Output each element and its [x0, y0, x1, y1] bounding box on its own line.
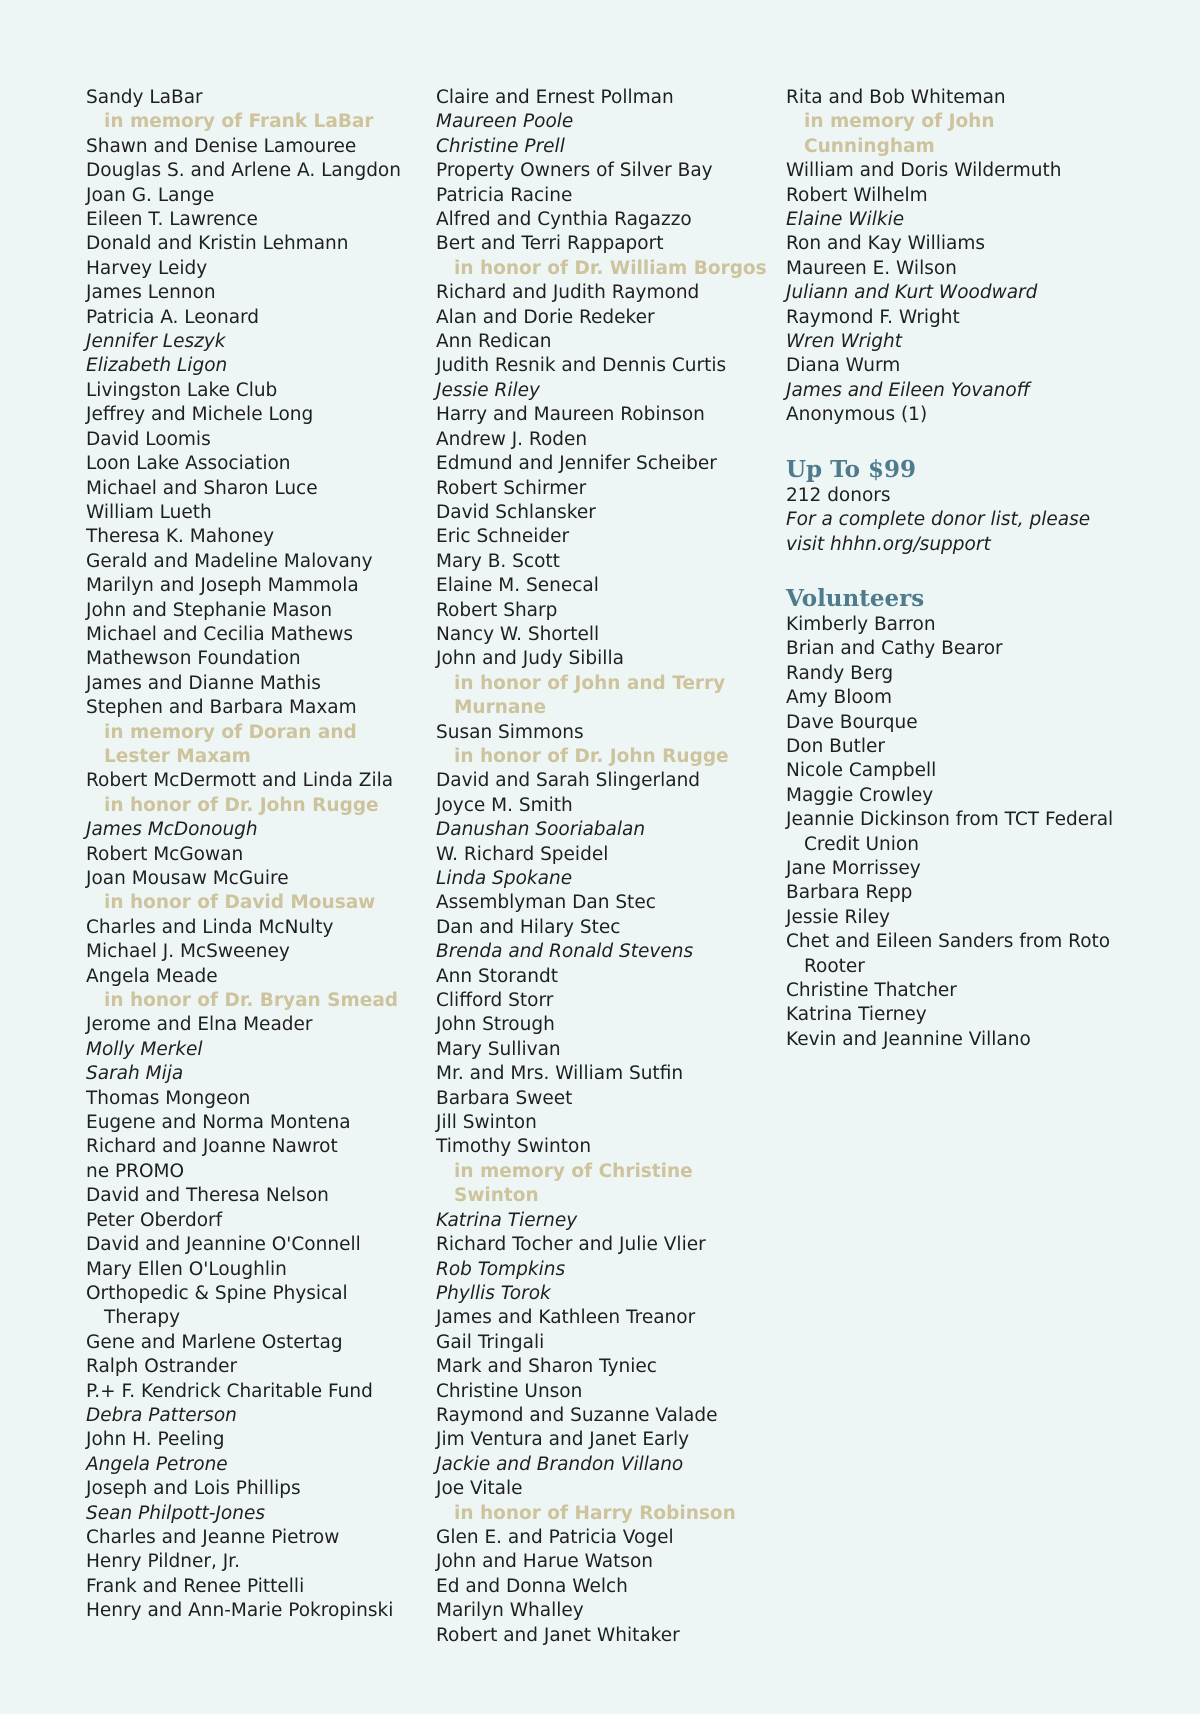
donor-name: Elaine M. Senecal — [436, 575, 599, 597]
donor-name: Jim Ventura and Janet Early — [436, 1429, 690, 1451]
donor-name: Gene and Marlene Ostertag — [86, 1331, 343, 1353]
donor-name: Douglas S. and Arlene A. Langdon — [86, 160, 401, 182]
donor-list-note: For a complete donor list, please visit hhhn.org/support — [786, 509, 1091, 555]
tribute-note: in honor of Dr. Bryan Smead — [104, 990, 399, 1012]
donor-name: Michael and Cecilia Mathews — [86, 623, 353, 645]
donor-name: Clifford Storr — [436, 990, 554, 1012]
donor-name: William and Doris Wildermuth — [786, 160, 1062, 182]
donor-name: Jill Swinton — [436, 1112, 537, 1134]
donor-name: James and Dianne Mathis — [86, 672, 321, 694]
donor-name: Angela Meade — [86, 965, 218, 987]
donor-name: David Loomis — [86, 428, 211, 450]
donor-name: Timothy Swinton — [436, 1136, 592, 1158]
donor-name: ne PROMO — [86, 1160, 185, 1182]
donor-name: Barbara Repp — [786, 882, 913, 904]
donor-name: Jeannie Dickinson from TCT Federal Credit Union — [786, 809, 1114, 855]
donor-name: Rita and Bob Whiteman — [786, 87, 1006, 108]
donor-name: Juliann and Kurt Woodward — [786, 282, 1038, 304]
donor-name: Joyce M. Smith — [436, 794, 573, 816]
donor-name: 212 donors — [786, 484, 891, 506]
donor-name: Angela Petrone — [86, 1453, 228, 1475]
donor-name: James and Kathleen Treanor — [436, 1307, 696, 1329]
donor-name: James McDonough — [86, 819, 258, 841]
donor-name: Harvey Leidy — [86, 257, 208, 279]
donor-column-1 — [86, 86, 416, 1624]
donor-name: Jennifer Leszyk — [86, 331, 226, 353]
donor-name: Frank and Renee Pittelli — [86, 1575, 305, 1597]
donor-name: Charles and Linda McNulty — [86, 916, 334, 938]
donor-name: Randy Berg — [786, 662, 894, 684]
donor-name: Raymond and Suzanne Valade — [436, 1404, 718, 1426]
donor-name: John Strough — [436, 1014, 555, 1036]
donor-name: Jeffrey and Michele Long — [86, 404, 314, 426]
donor-name: Livingston Lake Club — [86, 379, 278, 401]
donor-name: Ann Redican — [436, 331, 552, 353]
donor-name: Eugene and Norma Montena — [86, 1112, 351, 1134]
donor-name: Rob Tompkins — [436, 1258, 566, 1280]
donor-name: Molly Merkel — [86, 1038, 203, 1060]
tribute-note: in memory of John Cunningham — [804, 111, 995, 157]
donor-name: Robert Sharp — [436, 599, 558, 621]
donor-name: Richard Tocher and Julie Vlier — [436, 1234, 706, 1256]
donor-name: Brenda and Ronald Stevens — [436, 941, 694, 963]
donor-name: Jerome and Elna Meader — [86, 1014, 313, 1036]
donor-name: Sandy LaBar — [86, 87, 203, 108]
donor-name: Chet and Eileen Sanders from Roto Rooter — [786, 931, 1111, 977]
donor-name: Amy Bloom — [786, 687, 892, 709]
donor-name: Henry Pildner, Jr. — [86, 1551, 240, 1573]
donor-name: Mary Ellen O'Loughlin — [86, 1258, 287, 1280]
tribute-note: in honor of David Mousaw — [104, 892, 376, 914]
donor-name: Alan and Dorie Redeker — [436, 306, 655, 328]
donor-name: Eileen T. Lawrence — [86, 209, 258, 231]
donor-name: Theresa K. Mahoney — [86, 526, 275, 548]
donor-name: Debra Patterson — [86, 1404, 237, 1426]
donor-name: Nancy W. Shortell — [436, 623, 600, 645]
donor-name: Andrew J. Roden — [436, 428, 588, 450]
donor-name: Robert McDermott and Linda Zila — [86, 770, 394, 792]
section-heading: Volunteers — [786, 584, 925, 612]
donor-name: Dave Bourque — [786, 711, 918, 733]
donor-name: Marilyn and Joseph Mammola — [86, 575, 359, 597]
donor-name: Barbara Sweet — [436, 1087, 573, 1109]
donor-name: Dan and Hilary Stec — [436, 916, 621, 938]
donor-name: Anonymous (1) — [786, 404, 928, 426]
donor-name: Jackie and Brandon Villano — [436, 1453, 684, 1475]
donor-name: Nicole Campbell — [786, 760, 937, 782]
donor-name: Maureen E. Wilson — [786, 257, 957, 279]
donor-name: Patricia A. Leonard — [86, 306, 260, 328]
donor-name: Thomas Mongeon — [86, 1087, 251, 1109]
donor-name: Joe Vitale — [436, 1478, 523, 1500]
donor-name: William Lueth — [86, 501, 212, 523]
tribute-note: in honor of John and Terry Murnane — [454, 672, 726, 719]
donor-name: Judith Resnik and Dennis Curtis — [436, 355, 727, 377]
donor-name: David and Theresa Nelson — [86, 1185, 329, 1207]
donor-name: Alfred and Cynthia Ragazzo — [436, 209, 692, 231]
donor-name: Patricia Racine — [436, 184, 573, 206]
donor-name: Susan Simmons — [436, 721, 584, 743]
donor-name: Bert and Terri Rappaport — [436, 233, 664, 255]
donor-name: Danushan Sooriabalan — [436, 819, 646, 841]
donor-name: Richard and Judith Raymond — [436, 282, 700, 304]
donor-name: Eric Schneider — [436, 526, 570, 548]
donor-name: John and Harue Watson — [436, 1551, 654, 1573]
donor-name: Donald and Kristin Lehmann — [86, 233, 349, 255]
donor-name: Loon Lake Association — [86, 453, 291, 475]
donor-name: Wren Wright — [786, 331, 902, 353]
donor-name: Mark and Sharon Tyniec — [436, 1356, 657, 1378]
donor-name: Property Owners of Silver Bay — [436, 160, 713, 182]
donor-name: Sarah Mija — [86, 1063, 184, 1085]
tribute-note: in memory of Doran and Lester Maxam — [104, 721, 357, 767]
donor-name: Charles and Jeanne Pietrow — [86, 1526, 340, 1548]
donor-name: Stephen and Barbara Maxam — [86, 697, 357, 719]
tribute-note: in honor of Harry Robinson — [454, 1502, 736, 1524]
donor-name: Shawn and Denise Lamouree — [86, 135, 357, 157]
donor-column-3 — [786, 86, 1126, 1052]
donor-name: Marilyn Whalley — [436, 1600, 584, 1622]
donor-name: Christine Unson — [436, 1380, 583, 1402]
donor-name: Sean Philpott-Jones — [86, 1502, 265, 1524]
donor-name: Assemblyman Dan Stec — [436, 892, 656, 914]
donor-name: Michael and Sharon Luce — [86, 477, 318, 499]
donor-name: Elizabeth Ligon — [86, 355, 228, 377]
donor-name: Maggie Crowley — [786, 784, 934, 806]
donor-name: Christine Prell — [436, 135, 565, 157]
donor-name: Ed and Donna Welch — [436, 1575, 628, 1597]
donor-name: Henry and Ann-Marie Pokropinski — [86, 1600, 394, 1622]
donor-name: Orthopedic & Spine Physical Therapy — [86, 1282, 348, 1329]
donor-name: Peter Oberdorf — [86, 1209, 223, 1231]
donor-name: Robert Wilhelm — [786, 184, 928, 206]
donor-name: Mary Sullivan — [436, 1038, 561, 1060]
donor-name: Phyllis Torok — [436, 1282, 551, 1304]
donor-name: Christine Thatcher — [786, 980, 957, 1001]
tribute-note: in honor of Dr. John Rugge — [104, 794, 379, 816]
donor-name: Ann Storandt — [436, 965, 558, 987]
donor-name: John and Judy Sibilla — [436, 648, 624, 670]
donor-name: James and Eileen Yovanoff — [786, 379, 1031, 401]
donor-name: Gerald and Madeline Malovany — [86, 550, 373, 572]
donor-name: Joan G. Lange — [86, 184, 215, 206]
donor-name: David and Sarah Slingerland — [436, 770, 701, 792]
donor-name: Maureen Poole — [436, 111, 574, 133]
donor-name: Robert and Janet Whitaker — [436, 1624, 680, 1646]
donor-name: Ralph Ostrander — [86, 1356, 238, 1378]
donor-name: Ron and Kay Williams — [786, 233, 986, 255]
donor-name: Diana Wurm — [786, 355, 901, 377]
donor-name: Claire and Ernest Pollman — [436, 87, 674, 108]
donor-name: Kevin and Jeannine Villano — [786, 1028, 1031, 1050]
donor-name: Mathewson Foundation — [86, 648, 301, 670]
donor-name: Mary B. Scott — [436, 550, 560, 572]
donor-name: David Schlansker — [436, 501, 596, 523]
donor-name: Joseph and Lois Phillips — [86, 1478, 301, 1500]
tribute-note: in honor of Dr. William Borgos — [454, 257, 767, 279]
donor-name: Richard and Joanne Nawrot — [86, 1136, 338, 1158]
donor-name: Edmund and Jennifer Scheiber — [436, 453, 717, 475]
donor-name: Katrina Tierney — [436, 1209, 578, 1231]
donor-name: John H. Peeling — [86, 1429, 225, 1451]
donor-name: Joan Mousaw McGuire — [86, 868, 289, 889]
donor-name: Jessie Riley — [786, 906, 890, 928]
donor-name: Michael J. McSweeney — [86, 941, 290, 963]
donor-name: Jessie Riley — [436, 379, 540, 401]
donor-name: Kimberly Barron — [786, 613, 936, 635]
donor-name: Glen E. and Patricia Vogel — [436, 1526, 674, 1548]
donor-name: David and Jeannine O'Connell — [86, 1234, 361, 1256]
donor-name: Harry and Maureen Robinson — [436, 404, 705, 426]
donor-name: Katrina Tierney — [786, 1004, 927, 1026]
donor-name: Raymond F. Wright — [786, 306, 960, 328]
donor-column-2 — [436, 86, 776, 1648]
donor-name: Brian and Cathy Bearor — [786, 638, 1003, 660]
section-heading: Up To $99 — [786, 455, 916, 483]
donor-name: John and Stephanie Mason — [86, 599, 333, 621]
donor-name: Don Butler — [786, 735, 885, 757]
donor-name: Linda Spokane — [436, 868, 573, 889]
tribute-note: in honor of Dr. John Rugge — [454, 745, 729, 767]
donor-name: James Lennon — [86, 282, 216, 304]
donor-name: Mr. and Mrs. William Sutfin — [436, 1063, 684, 1085]
donor-name: Jane Morrissey — [786, 857, 921, 879]
donor-name: P.+ F. Kendrick Charitable Fund — [86, 1380, 373, 1402]
tribute-note: in memory of Frank LaBar — [104, 111, 374, 133]
donor-name: Robert McGowan — [86, 843, 244, 865]
donor-name: W. Richard Speidel — [436, 843, 609, 865]
tribute-note: in memory of Christine Swinton — [454, 1160, 693, 1207]
donor-name: Gail Tringali — [436, 1331, 545, 1353]
donor-name: Elaine Wilkie — [786, 209, 905, 231]
donor-name: Robert Schirmer — [436, 477, 587, 499]
